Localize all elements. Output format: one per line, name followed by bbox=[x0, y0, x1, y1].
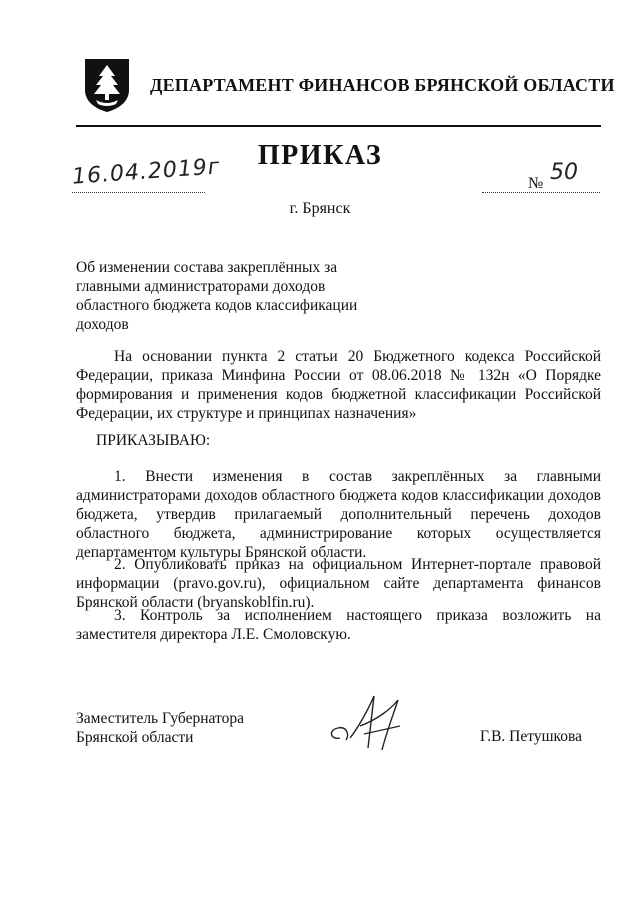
signatory-position bbox=[76, 709, 296, 747]
order-item-3: 3. Контроль за исполнением настоящего приказа возложить на заместителя директора Л.Е. Смоловскую. bbox=[76, 607, 601, 643]
order-item-1: 1. Внести изменения в состав закреплённых за главными администраторами доходов областного бюджета кодов классификации доходов бюджета, утвердив прилагаемый дополнительный перечень доходов областного бюджета, администрирование которых осуществляется департаментом культуры Брянской области. bbox=[76, 468, 601, 561]
number-line bbox=[482, 192, 600, 193]
document-title: ПРИКАЗ bbox=[257, 140, 383, 171]
signatory-position-line2: Брянской области bbox=[76, 729, 194, 746]
header-rule bbox=[76, 125, 601, 127]
order-basis: На основании пункта 2 статьи 20 Бюджетного кодекса Российской Федерации, приказа Минфина России от 08.06.2018 № 132н «О Порядке формирования и применения кодов бюджетной классификации Российской Федерации, их структуре и принципах назначения» bbox=[76, 348, 601, 422]
city: г. Брянск bbox=[289, 200, 351, 217]
order-word: ПРИКАЗЫВАЮ: bbox=[96, 432, 211, 449]
date-line bbox=[72, 192, 205, 193]
signatory-position-line1: Заместитель Губернатора bbox=[76, 710, 244, 727]
coat-of-arms-icon bbox=[82, 56, 132, 114]
number-label: № bbox=[528, 175, 544, 192]
signatory-name: Г.В. Петушкова bbox=[480, 728, 582, 745]
document-number: 50 bbox=[550, 160, 578, 185]
order-item-2: 2. Опубликовать приказ на официальном Интернет-портале правовой информации (pravo.gov.ru), официальном сайте департамента финансов Брянской области (bryanskoblfin.ru). bbox=[76, 556, 601, 611]
document-date: 16.04.2019г bbox=[71, 154, 222, 190]
department-name: ДЕПАРТАМЕНТ ФИНАНСОВ БРЯНСКОЙ ОБЛАСТИ bbox=[150, 75, 615, 95]
handwritten-signature-icon bbox=[320, 690, 440, 760]
order-subject: Об изменении состава закреплённых за главными администраторами доходов областного бюджета кодов классификации доходов bbox=[76, 259, 358, 333]
